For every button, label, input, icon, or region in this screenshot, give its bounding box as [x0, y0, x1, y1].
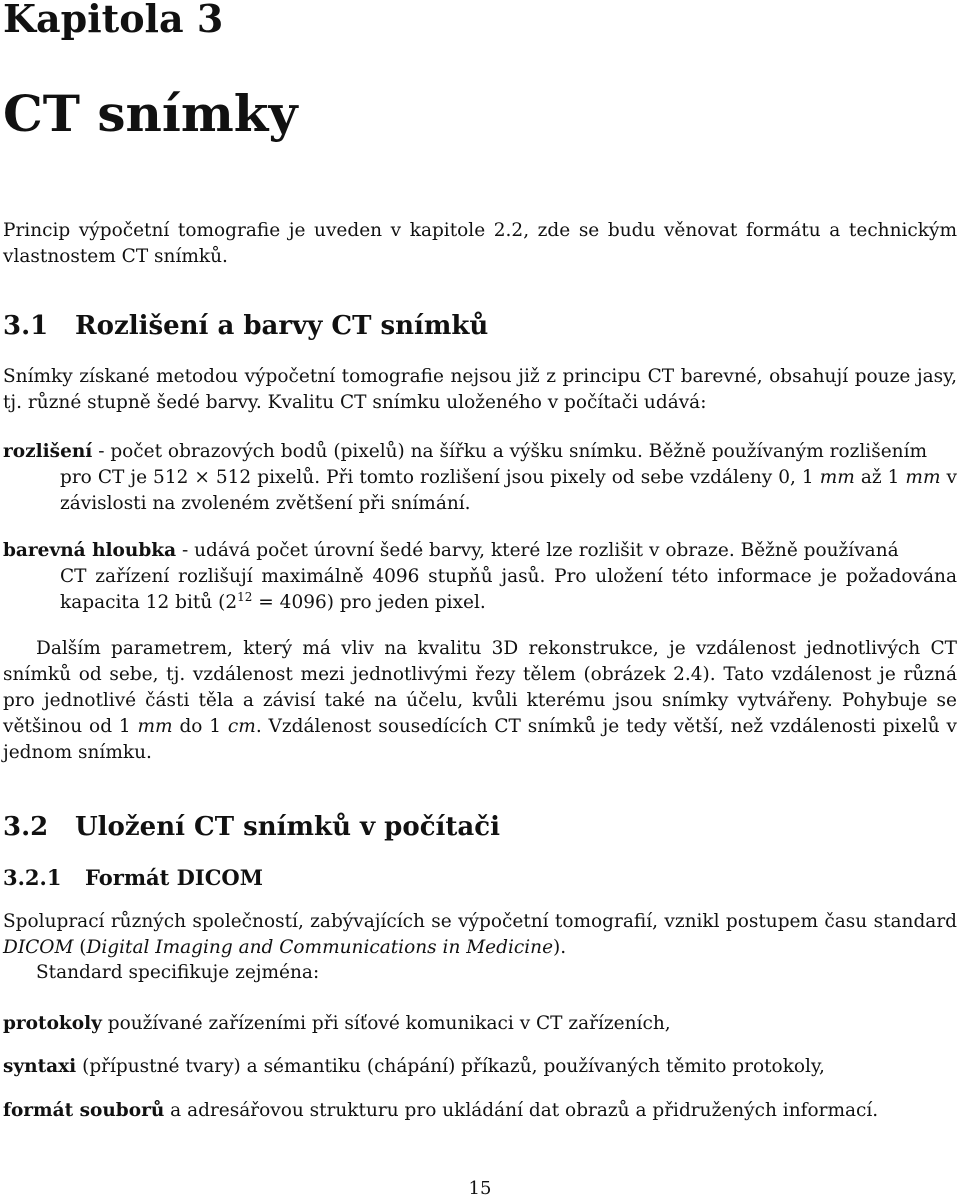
- list-item-term: syntaxi: [3, 1056, 77, 1077]
- paragraph-text: (: [73, 937, 87, 958]
- chapter-title: CT snímky: [3, 84, 298, 143]
- subsection-title: Formát DICOM: [85, 865, 263, 890]
- list-item-text: a adresářovou strukturu pro ukládání dat obrazů a přidružených informací.: [164, 1100, 879, 1121]
- definition-text: pro CT je 512 × 512 pixelů. Při tomto rozlišení jsou pixely od sebe vzdáleny 0, 1: [60, 467, 820, 488]
- standard-label: Standard specifikuje zejména:: [36, 962, 320, 983]
- unit-mm: mm: [137, 716, 173, 737]
- list-item: [3, 1054, 825, 1080]
- subsection-number: 3.2.1: [3, 865, 62, 890]
- definition-text: CT zařízení rozlišují maximálně 4096 stupňů jasů. Pro uložení této informace je požadována kapacita 12 bitů (2: [60, 566, 957, 613]
- section-heading-3-1: [3, 310, 488, 342]
- list-item: [3, 1011, 671, 1037]
- page-number: 15: [468, 1178, 492, 1199]
- definition-color-depth: [3, 538, 957, 616]
- definition-text: = 4096) pro jeden pixel.: [252, 592, 486, 613]
- definition-term: barevná hloubka: [3, 540, 177, 561]
- dicom-acronym: DICOM: [3, 937, 74, 958]
- definition-body: [3, 564, 957, 616]
- section-intro-paragraph: Snímky získané metodou výpočetní tomografie nejsou již z principu CT barevné, obsahují pouze jasy, tj. různé stupně šedé barvy. Kvalitu CT snímku uloženého v počítači udává:: [3, 366, 957, 413]
- chapter-label: Kapitola 3: [3, 0, 224, 41]
- definition-term: rozlišení: [3, 441, 93, 462]
- unit-mm: mm: [819, 467, 855, 488]
- unit-cm: cm: [227, 716, 256, 737]
- definition-text: - počet obrazových bodů (pixelů) na šířku a výšku snímku. Běžně používaným rozlišením: [92, 441, 928, 462]
- unit-mm: mm: [905, 467, 941, 488]
- section-heading-3-2: [3, 811, 500, 843]
- paragraph-text: Dalším parametrem, který má vliv na kvalitu 3D rekonstrukce, je vzdálenost jednotlivých CT snímků od sebe, tj. vzdálenost mezi jednotlivými řezy tělem (obrázek 2.4). Tato vzdálenost je různá pro jednotlivé části těla a závisí také na účelu, kvůli kterému jsou snímky vytvářeny. Pohybuje se většinou od 1: [3, 638, 957, 737]
- section-title: Rozlišení a barvy CT snímků: [75, 311, 489, 341]
- definition-body: [3, 465, 957, 517]
- section-number: 3.1: [3, 311, 49, 341]
- list-item-text: používané zařízeními při síťové komunikaci v CT zařízeních,: [101, 1013, 671, 1034]
- intro-paragraph: Princip výpočetní tomografie je uveden v kapitole 2.2, zde se budu věnovat formátu a technickým vlastnostem CT snímků.: [3, 220, 957, 267]
- list-item: [3, 1098, 878, 1124]
- definition-text: až 1: [854, 467, 906, 488]
- definition-resolution: [3, 439, 957, 517]
- list-item-term: formát souborů: [3, 1100, 165, 1121]
- paragraph-text: ).: [553, 937, 567, 958]
- subsection-heading-3-2-1: [3, 865, 263, 891]
- definition-text: v závislosti na zvoleném zvětšení při snímání.: [60, 467, 957, 514]
- definition-first-line: [3, 538, 957, 564]
- paragraph-text: do 1: [172, 716, 228, 737]
- definition-first-line: [3, 439, 957, 465]
- distance-paragraph: [3, 636, 957, 766]
- section-number: 3.2: [3, 812, 49, 842]
- list-item-term: protokoly: [3, 1013, 102, 1034]
- paragraph-text: Spoluprací různých společností, zabývajících se výpočetní tomografií, vznikl postupem času standard: [3, 911, 957, 932]
- definition-text: - udává počet úrovní šedé barvy, které lze rozlišit v obraze. Běžně používaná: [176, 540, 899, 561]
- dicom-paragraph: [3, 909, 957, 961]
- exponent: 12: [237, 589, 253, 604]
- section-title: Uložení CT snímků v počítači: [75, 812, 500, 842]
- list-item-text: (přípustné tvary) a sémantiku (chápání) příkazů, používaných těmito protokoly,: [76, 1056, 825, 1077]
- dicom-expansion: Digital Imaging and Communications in Medicine: [86, 937, 554, 958]
- paragraph-text: . Vzdálenost sousedících CT snímků je tedy větší, než vzdálenosti pixelů v jednom snímku.: [3, 716, 957, 763]
